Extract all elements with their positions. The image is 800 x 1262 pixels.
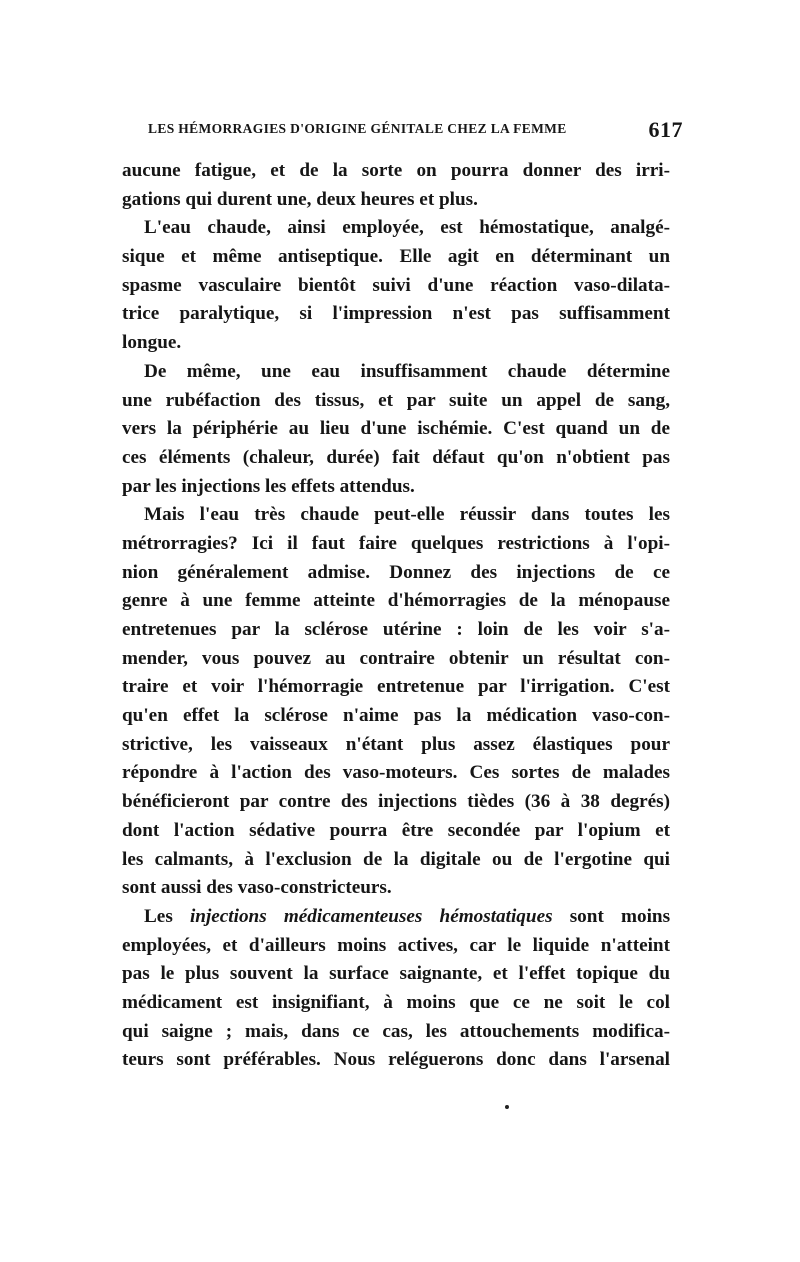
italic-line-end: moins [621,905,670,927]
text-line-9: une rubéfaction des tissus, et par suite un appel de sang, [122,389,670,411]
body-text [122,157,670,1075]
text-line-18: mender, vous pouvez au contraire obtenir un résultat con- [122,647,670,669]
text-line-13: Mais l'eau très chaude peut-elle réussir dans toutes les [144,504,670,526]
print-speck [505,1105,509,1109]
text-line-3: L'eau chaude, ainsi employée, est hémostatique, analgé- [144,217,670,239]
page-number: 617 [648,117,683,142]
text-line-2: gations qui durent une, deux heures et plus. [122,188,478,210]
text-line-15: nion généralement admise. Donnez des injections de ce [122,561,670,583]
text-line-6: trice paralytique, si l'impression n'est pas suffisamment [122,303,670,325]
text-line-10: vers la périphérie au lieu d'une ischémie. C'est quand un de [122,418,670,440]
running-head [148,118,683,148]
text-line-19: traire et voir l'hémorragie entretenue par l'irrigation. C'est [122,676,670,698]
running-title: LES HÉMORRAGIES D'ORIGINE GÉNITALE CHEZ LA FEMME [148,121,567,136]
text-line-32: teurs sont préférables. Nous reléguerons donc dans l'arsenal [122,1049,670,1071]
text-line-12: par les injections les effets attendus. [122,475,415,497]
text-line-21: strictive, les vaisseaux n'étant plus assez élastiques pour [122,733,670,755]
text-line-28: employées, et d'ailleurs moins actives, car le liquide n'atteint [122,934,670,956]
text-line-31: qui saigne ; mais, dans ce cas, les attouchements modifica- [122,1020,670,1042]
text-line-25: les calmants, à l'exclusion de la digitale ou de l'ergotine qui [122,848,670,870]
text-line-26: sont aussi des vaso-constricteurs. [122,877,392,899]
text-line-5: spasme vasculaire bientôt suivi d'une réaction vaso-dilata- [122,274,670,296]
text-line-23: bénéficieront par contre des injections tièdes (36 à 38 degrés) [122,791,670,813]
text-line-24: dont l'action sédative pourra être secondée par l'opium et [122,819,670,841]
text-line-16: genre à une femme atteinte d'hémorragies de la ménopause [122,590,670,612]
text-line-20: qu'en effet la sclérose n'aime pas la médication vaso-con- [122,705,670,727]
text-line-14: métrorragies? Ici il faut faire quelques restrictions à l'opi- [122,532,670,554]
text-line-11: ces éléments (chaleur, durée) fait défaut qu'on n'obtient pas [122,446,670,468]
italic-phrase: injections médicamenteuses hémostatiques [189,905,553,927]
text-line-22: répondre à l'action des vaso-moteurs. Ces sortes de malades [122,762,670,784]
text-line-17: entretenues par la sclérose utérine : loin de les voir s'a- [122,619,670,640]
text-line-8: De même, une eau insuffisamment chaude détermine [144,360,670,382]
text-line-29: pas le plus souvent la surface saignante, et l'effet topique du [122,963,670,985]
text-line-4: sique et même antiseptique. Elle agit en déterminant un [122,246,670,268]
text-line-27 [122,903,670,932]
text-line-30: médicament est insignifiant, à moins que ce ne soit le col [122,991,670,1013]
text-line-1: aucune fatigue, et de la sorte on pourra donner des irri- [122,160,670,181]
italic-line-prefix: Les [144,905,173,927]
text-line-7: longue. [122,332,182,354]
italic-line-suffix: sont [569,905,604,927]
